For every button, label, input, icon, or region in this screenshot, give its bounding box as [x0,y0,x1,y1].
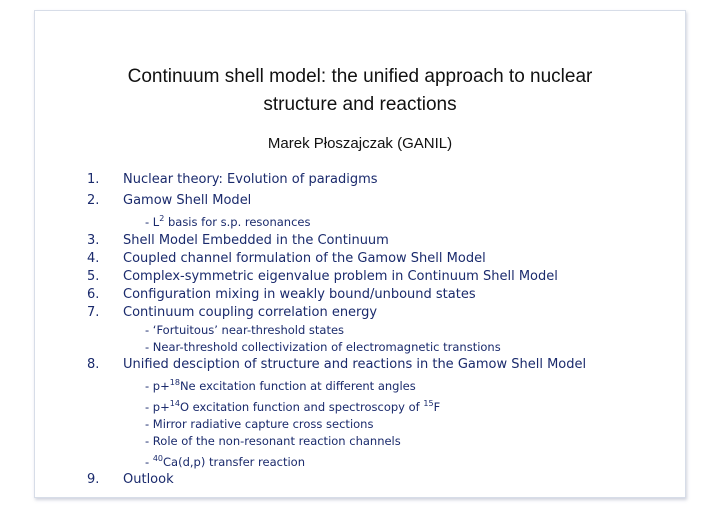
outline-item-5 [87,268,677,286]
item-text: Continuum coupling correlation energy [123,305,378,320]
outline-item-9 [87,471,677,489]
outline-item-8 [87,356,677,374]
item-number: 2. [87,193,100,208]
subitem-mirror-capture: - Mirror radiative capture cross sections [145,417,374,431]
item-text: Gamow Shell Model [123,193,252,208]
item-number: 4. [87,251,100,266]
subitem-40ca-transfer: - $^{40}$Ca(d,p) transfer reaction [145,454,305,469]
subitem-fortuitous: - ‘Fortuitous’ near-threshold states [145,323,345,337]
item-text: Outlook [123,472,174,487]
subitem-p-14o: - p+$^{14}$O excitation function and spectroscopy of $^{15}$F [145,399,441,414]
item-number: 3. [87,233,100,248]
outline-item-6 [87,286,677,304]
item-number: 6. [87,287,100,302]
outline-item-7 [87,304,677,322]
item-text: Coupled channel formulation of the Gamow Shell Model [123,251,486,266]
subitem-p-18ne: - p+$^{18}$Ne excitation function at different angles [145,378,416,393]
outline-item-1 [87,171,677,189]
slide-title [35,63,685,119]
item-number: 5. [87,269,100,284]
outline-list [87,161,677,489]
subitem-collectivization: - Near-threshold collectivization of electromagnetic transtions [145,340,501,354]
title-line-2: structure and reactions [263,94,457,115]
subitem-l2-basis: - $L^2$ basis for s.p. resonances [145,214,311,229]
outline-item-2 [87,192,677,210]
subitem-non-resonant: - Role of the non-resonant reaction channels [145,434,401,448]
outline-item-4 [87,250,677,268]
outline-item-3 [87,232,677,250]
item-number: 8. [87,357,100,372]
item-text: Configuration mixing in weakly bound/unbound states [123,287,476,302]
item-number: 7. [87,305,100,320]
item-text: Unified desciption of structure and reactions in the Gamow Shell Model [123,357,587,372]
author: Marek Płoszajczak (GANIL) [267,135,453,152]
item-text: Shell Model Embedded in the Continuum [123,233,389,248]
item-text: Complex-symmetric eigenvalue problem in Continuum Shell Model [123,269,558,284]
item-number: 1. [87,172,100,187]
slide [34,10,686,498]
item-text: Nuclear theory: Evolution of paradigms [123,172,378,187]
title-line-1: Continuum shell model: the unified approach to nuclear [127,66,593,87]
item-number: 9. [87,472,100,487]
